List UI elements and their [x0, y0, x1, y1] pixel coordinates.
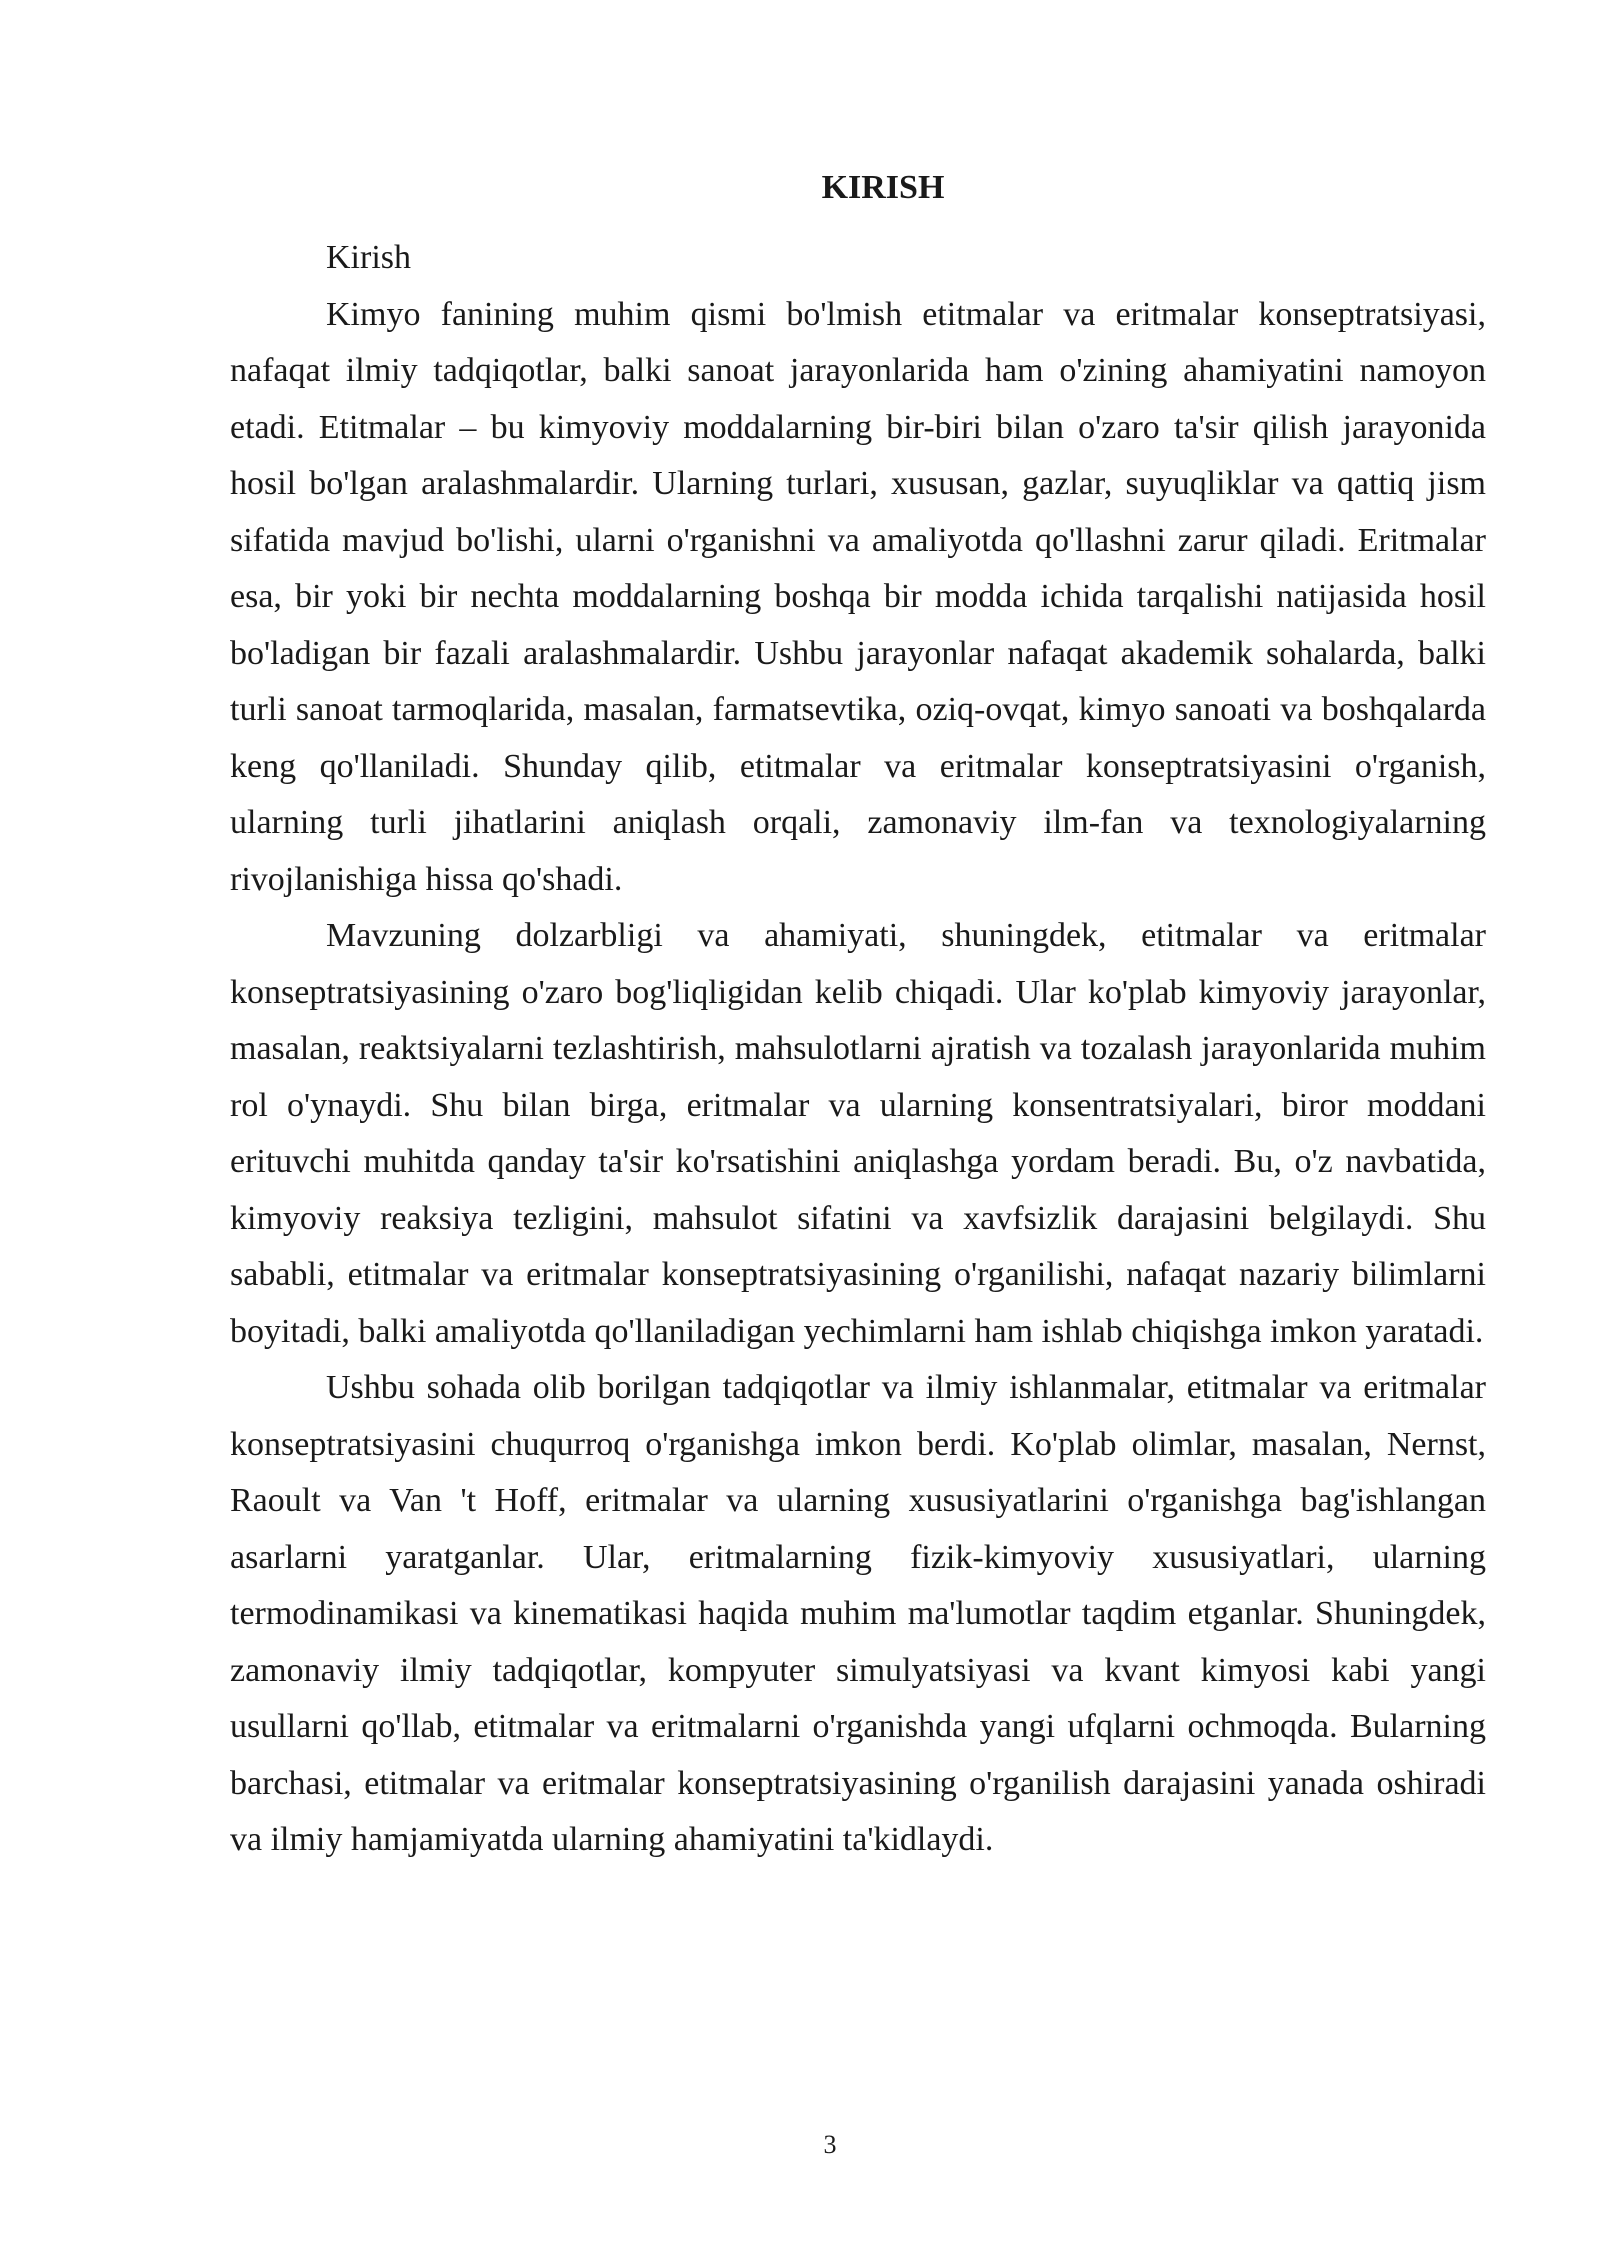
body-paragraph-1: Kimyo fanining muhim qismi bo'lmish etitmalar va eritmalar konseptratsiyasi, nafaqat ilmiy tadqiqotlar, balki sanoat jarayonlarida ham o'zining ahamiyatini namoyon etadi. Etitmalar – bu kimyoviy moddalarning bir-biri bilan o'zaro ta'sir qilish jarayonida hosil bo'lgan aralashmalardir. Ularning turlari, xususan, gazlar, suyuqliklar va qattiq jism sifatida mavjud bo'lishi, ularni o'rganishni va amaliyotda qo'llashni zarur qiladi. Eritmalar esa, bir yoki bir nechta moddalarning boshqa bir modda ichida tarqalishi natijasida hosil bo'ladigan bir fazali aralashmalardir. Ushbu jarayonlar nafaqat akademik sohalarda, balki turli sanoat tarmoqlarida, masalan, farmatsevtika, oziq-ovqat, kimyo sanoati va boshqalarda keng qo'llaniladi. Shunday qilib, etitmalar va eritmalar konseptratsiyasini o'rganish, ularning turli jihatlarini aniqlash orqali, zamonaviy ilm-fan va texnologiyalarning rivojlanishiga hissa qo'shadi.	[230, 295, 1486, 898]
page-number: 3	[823, 2130, 837, 2159]
document-page	[230, 160, 1486, 1869]
body-paragraph-2: Mavzuning dolzarbligi va ahamiyati, shuningdek, etitmalar va eritmalar konseptratsiyasining o'zaro bog'liqligidan kelib chiqadi. Ular ko'plab kimyoviy jarayonlar, masalan, reaktsiyalarni tezlashtirish, mahsulotlarni ajratish va tozalash jarayonlarida muhim rol o'ynaydi. Shu bilan birga, eritmalar va ularning konsentratsiyalari, biror moddani erituvchi muhitda qanday ta'sir ko'rsatishini aniqlashga yordam beradi. Bu, o'z navbatida, kimyoviy reaksiya tezligini, mahsulot sifatini va xavfsizlik darajasini belgilaydi. Shu sababli, etitmalar va eritmalar konseptratsiyasining o'rganilishi, nafaqat nazariy bilimlarni boyitadi, balki amaliyotda qo'llaniladigan yechimlarni ham ishlab chiqishga imkon yaratadi.	[230, 917, 1486, 1350]
section-subheading: Kirish	[326, 239, 411, 276]
page-title: KIRISH	[821, 169, 945, 206]
body-paragraph-3: Ushbu sohada olib borilgan tadqiqotlar va ilmiy ishlanmalar, etitmalar va eritmalar konseptratsiyasini chuqurroq o'rganishga imkon berdi. Ko'plab olimlar, masalan, Nernst, Raoult va Van 't Hoff, eritmalar va ularning xususiyatlarini o'rganishga bag'ishlangan asarlarni yaratganlar. Ular, eritmalarning fizik-kimyoviy xususiyatlari, ularning termodinamikasi va kinematikasi haqida muhim ma'lumotlar taqdim etganlar. Shuningdek, zamonaviy ilmiy tadqiqotlar, kompyuter simulyatsiyasi va kvant kimyosi kabi yangi usullarni qo'llab, etitmalar va eritmalarni o'rganishda yangi ufqlarni ochmoqda. Bularning barchasi, etitmalar va eritmalar konseptratsiyasining o'rganilish darajasini yanada oshiradi va ilmiy hamjamiyatda ularning ahamiyatini ta'kidlaydi.	[230, 1369, 1486, 1858]
